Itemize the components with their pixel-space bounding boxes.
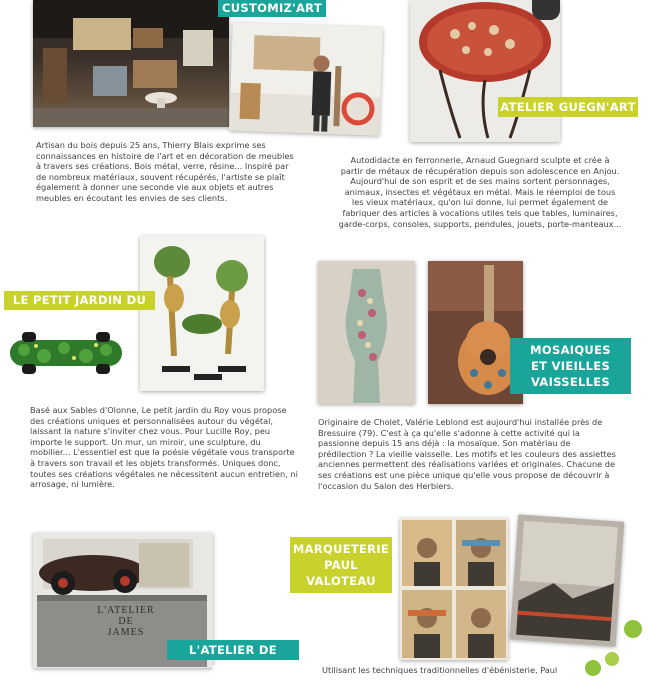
customizart-description: Artisan du bois depuis 25 ans, Thierry Blais exprime ses connaissances en histoire de l'art et en décoration de meubles à travers ses créations. Bois métal, verre, résine... Inspiré par de nombreux matériaux, souvent récupérés, l'artiste se plaît également à donner une seconde vie aux objets et autres meubles en écoutant les envies de ses clients. xyxy=(36,140,294,203)
marqueterie-title-line-1: MARQUETERIE xyxy=(292,542,390,556)
crate-label-line-3: JAMES xyxy=(107,627,145,638)
guegnart-table-photo xyxy=(410,0,560,142)
mosaiques-title-line-2: ET VIEILLES xyxy=(530,359,611,373)
mosaiques-mannequin-photo xyxy=(318,261,415,404)
marqueterie-landscape-photo xyxy=(510,514,624,646)
mosaiques-title-line-1: MOSAIQUES xyxy=(530,343,611,357)
marqueterie-title-tag xyxy=(290,537,392,593)
customizart-artist-photo xyxy=(229,22,383,135)
marqueterie-title-line-3: VALOTEAU xyxy=(306,574,376,588)
marqueterie-title-line-2: PAUL xyxy=(324,558,358,572)
james-crate-label xyxy=(78,605,174,638)
mosaiques-description: Originaire de Cholet, Valérie Leblond est aujourd'hui installée près de Bressuire (79). C'est à ça qu'elle s'adonne à cette activité qui la passionne depuis 15 ans déjà : la mosaïque. Son matériau de prédilection ? La vieille vaisselle. Les motifs et les couleurs des assiettes anciennes permettent des réalisations variées et originales. Chacune de ses créations est une pièce unique qu'elle vous propose de découvrir à l'occasion du Salon des Herbiers. xyxy=(318,417,616,491)
guegnart-description: Autodidacte en ferronnerie, Arnaud Guegnard sculpte et crée à partir de métaux de récupération depuis son adolescence en Anjou. Aujourd'hui de son esprit et de ses mains sortent personnages, animaux, insectes et végétaux en métal. Mais le réemploi de tous les vieux matériaux, qu'on lui donne, lui permet également de fabriquer des articles à vocations utiles tels que tables, luminaires, garde-corps, consoles, supports, pendules, jouets, porte-manteaux... xyxy=(338,155,622,229)
jardin-moss-skateboard-photo xyxy=(4,330,128,378)
decorative-circle-icon xyxy=(605,652,619,666)
jardin-title-tag: LE PETIT JARDIN DU ROY xyxy=(4,291,155,310)
jardin-trumpet-plants-photo xyxy=(140,236,264,391)
decorative-circle-icon xyxy=(624,620,642,638)
jardin-description: Basé aux Sables d'Olonne, Le petit jardin du Roy vous propose des créations uniques et personnalisées autour du végétal, laissant la nature s'inviter chez vous. Pour Lucille Roy, peu importe le support. Un mur, un miroir, une sculpture, du mobilier... L'essentiel est que la poésie végétale vous transporte à travers son travail et les objets transformés. Uniques donc, toutes ses créations végétales ne nécessitent aucun entretien, ni arrosage, ni lumière. xyxy=(30,405,298,490)
crate-label-line-2: DE xyxy=(118,616,134,627)
mosaiques-title-line-3: VAISSELLES xyxy=(531,375,610,389)
corner-object-photo xyxy=(532,0,560,20)
crate-label-line-1: L'ATELIER xyxy=(97,605,155,616)
guegnart-title-tag: ATELIER GUEGN'ART xyxy=(498,97,638,117)
mosaiques-title-tag xyxy=(510,338,631,394)
marqueterie-portraits-photo xyxy=(400,518,508,660)
james-title-tag: L'ATELIER DE JAMES xyxy=(167,640,299,660)
mosaiques-guitar-photo xyxy=(428,261,523,404)
customizart-showroom-photo xyxy=(33,0,229,127)
customizart-title-tag: CUSTOMIZ'ART xyxy=(218,0,326,17)
marqueterie-description: Utilisant les techniques traditionnelles d'ébénisterie, Paul xyxy=(322,665,558,675)
